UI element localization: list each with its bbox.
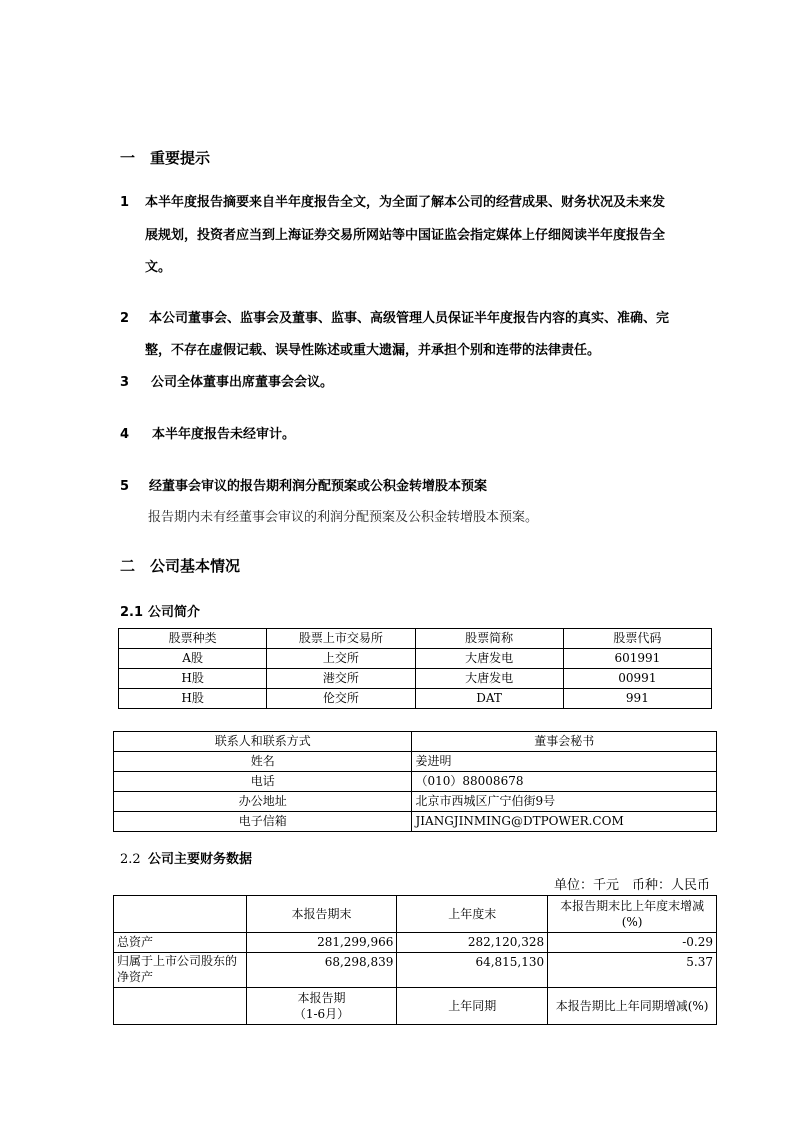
table-row — [119, 649, 712, 669]
item-1-line-3: 文。 — [145, 260, 172, 275]
item-2-num: 2 — [120, 311, 130, 326]
table-cell: 601991 — [563, 649, 711, 669]
item-3-num: 3 — [120, 375, 130, 390]
table-row — [114, 772, 717, 792]
table-cell: 68,298,839 — [246, 953, 397, 988]
subsection-2-2-title: 公司主要财务数据 — [148, 852, 253, 867]
table-header-cell: 股票种类 — [119, 629, 267, 649]
table-header-cell: 股票简称 — [415, 629, 563, 649]
table-header-cell: 上年同期 — [397, 988, 548, 1025]
table-cell: 港交所 — [267, 669, 415, 689]
table-row — [119, 669, 712, 689]
table-header-cell: 本报告期末 — [246, 896, 397, 933]
table-cell: （010）88008678 — [412, 772, 717, 792]
table-header-cell: 股票代码 — [563, 629, 711, 649]
table-row — [114, 812, 717, 832]
table-header-row — [114, 896, 717, 933]
table-row — [114, 752, 717, 772]
table-cell: 归属于上市公司股东的净资产 — [114, 953, 247, 988]
table-cell: 姜进明 — [412, 752, 717, 772]
table-cell: H股 — [119, 689, 267, 709]
contact-table — [113, 731, 717, 832]
subsection-2-1-title: 公司简介 — [148, 605, 201, 620]
table-cell: 北京市西城区广宁伯街9号 — [412, 792, 717, 812]
item-5-text: 经董事会审议的报告期利润分配预案或公积金转增股本预案 — [149, 479, 488, 494]
item-1-line-1: 本半年度报告摘要来自半年度报告全文，为全面了解本公司的经营成果、财务状况及未来发 — [145, 195, 666, 210]
stock-table — [118, 628, 712, 709]
table-header-cell: 股票上市交易所 — [267, 629, 415, 649]
item-5-note: 报告期内未有经董事会审议的利润分配预案及公积金转增股本预案。 — [148, 510, 539, 525]
table-cell: 大唐发电 — [415, 669, 563, 689]
table-cell: 办公地址 — [114, 792, 412, 812]
table-cell: 电子信箱 — [114, 812, 412, 832]
item-2-line-2: 整，不存在虚假记载、误导性陈述或重大遗漏，并承担个别和连带的法律责任。 — [145, 343, 601, 358]
table-cell: -0.29 — [548, 933, 717, 953]
table-cell: 00991 — [563, 669, 711, 689]
section-1-title: 一 重要提示 — [120, 149, 211, 167]
table-header-cell: 上年度末 — [397, 896, 548, 933]
table-cell: JIANGJINMING@DTPOWER.COM — [412, 812, 717, 832]
financial-data-table — [113, 895, 717, 1025]
table-cell: 281,299,966 — [246, 933, 397, 953]
table-header-row — [114, 732, 717, 752]
item-3-text: 公司全体董事出席董事会会议。 — [151, 375, 334, 390]
table-header-cell: 联系人和联系方式 — [114, 732, 412, 752]
table-cell: 991 — [563, 689, 711, 709]
table-header-cell: 本报告期末比上年度末增减(%) — [548, 896, 717, 933]
table-cell: 大唐发电 — [415, 649, 563, 669]
table-cell: 姓名 — [114, 752, 412, 772]
table-cell: A股 — [119, 649, 267, 669]
unit-currency-line: 单位：千元 币种：人民币 — [553, 878, 710, 893]
table-header-row — [114, 988, 717, 1025]
item-1-num: 1 — [120, 195, 130, 210]
table-cell: 5.37 — [548, 953, 717, 988]
table-cell: 总资产 — [114, 933, 247, 953]
table-cell: 282,120,328 — [397, 933, 548, 953]
item-4-text: 本半年度报告未经审计。 — [152, 427, 296, 442]
table-header-cell — [114, 988, 247, 1025]
table-header-cell: 本报告期 （1-6月） — [246, 988, 397, 1025]
table-cell: DAT — [415, 689, 563, 709]
item-1-line-2: 展规划，投资者应当到上海证券交易所网站等中国证监会指定媒体上仔细阅读半年度报告全 — [145, 228, 666, 243]
table-header-row — [119, 629, 712, 649]
table-cell: H股 — [119, 669, 267, 689]
table-row — [119, 689, 712, 709]
table-cell: 电话 — [114, 772, 412, 792]
table-cell: 64,815,130 — [397, 953, 548, 988]
table-row — [114, 933, 717, 953]
item-4-num: 4 — [120, 427, 130, 442]
table-header-cell: 董事会秘书 — [412, 732, 717, 752]
table-cell: 伦交所 — [267, 689, 415, 709]
subsection-2-1-num: 2.1 — [120, 605, 144, 620]
item-5-num: 5 — [120, 479, 130, 494]
table-header-cell: 本报告期比上年同期增减(%) — [548, 988, 717, 1025]
subsection-2-2-num: 2.2 — [120, 852, 141, 867]
table-row — [114, 792, 717, 812]
section-2-title: 二 公司基本情况 — [120, 557, 241, 575]
item-2-line-1: 本公司董事会、监事会及董事、监事、高级管理人员保证半年度报告内容的真实、准确、完 — [149, 311, 670, 326]
table-cell: 上交所 — [267, 649, 415, 669]
table-header-cell — [114, 896, 247, 933]
table-row — [114, 953, 717, 988]
